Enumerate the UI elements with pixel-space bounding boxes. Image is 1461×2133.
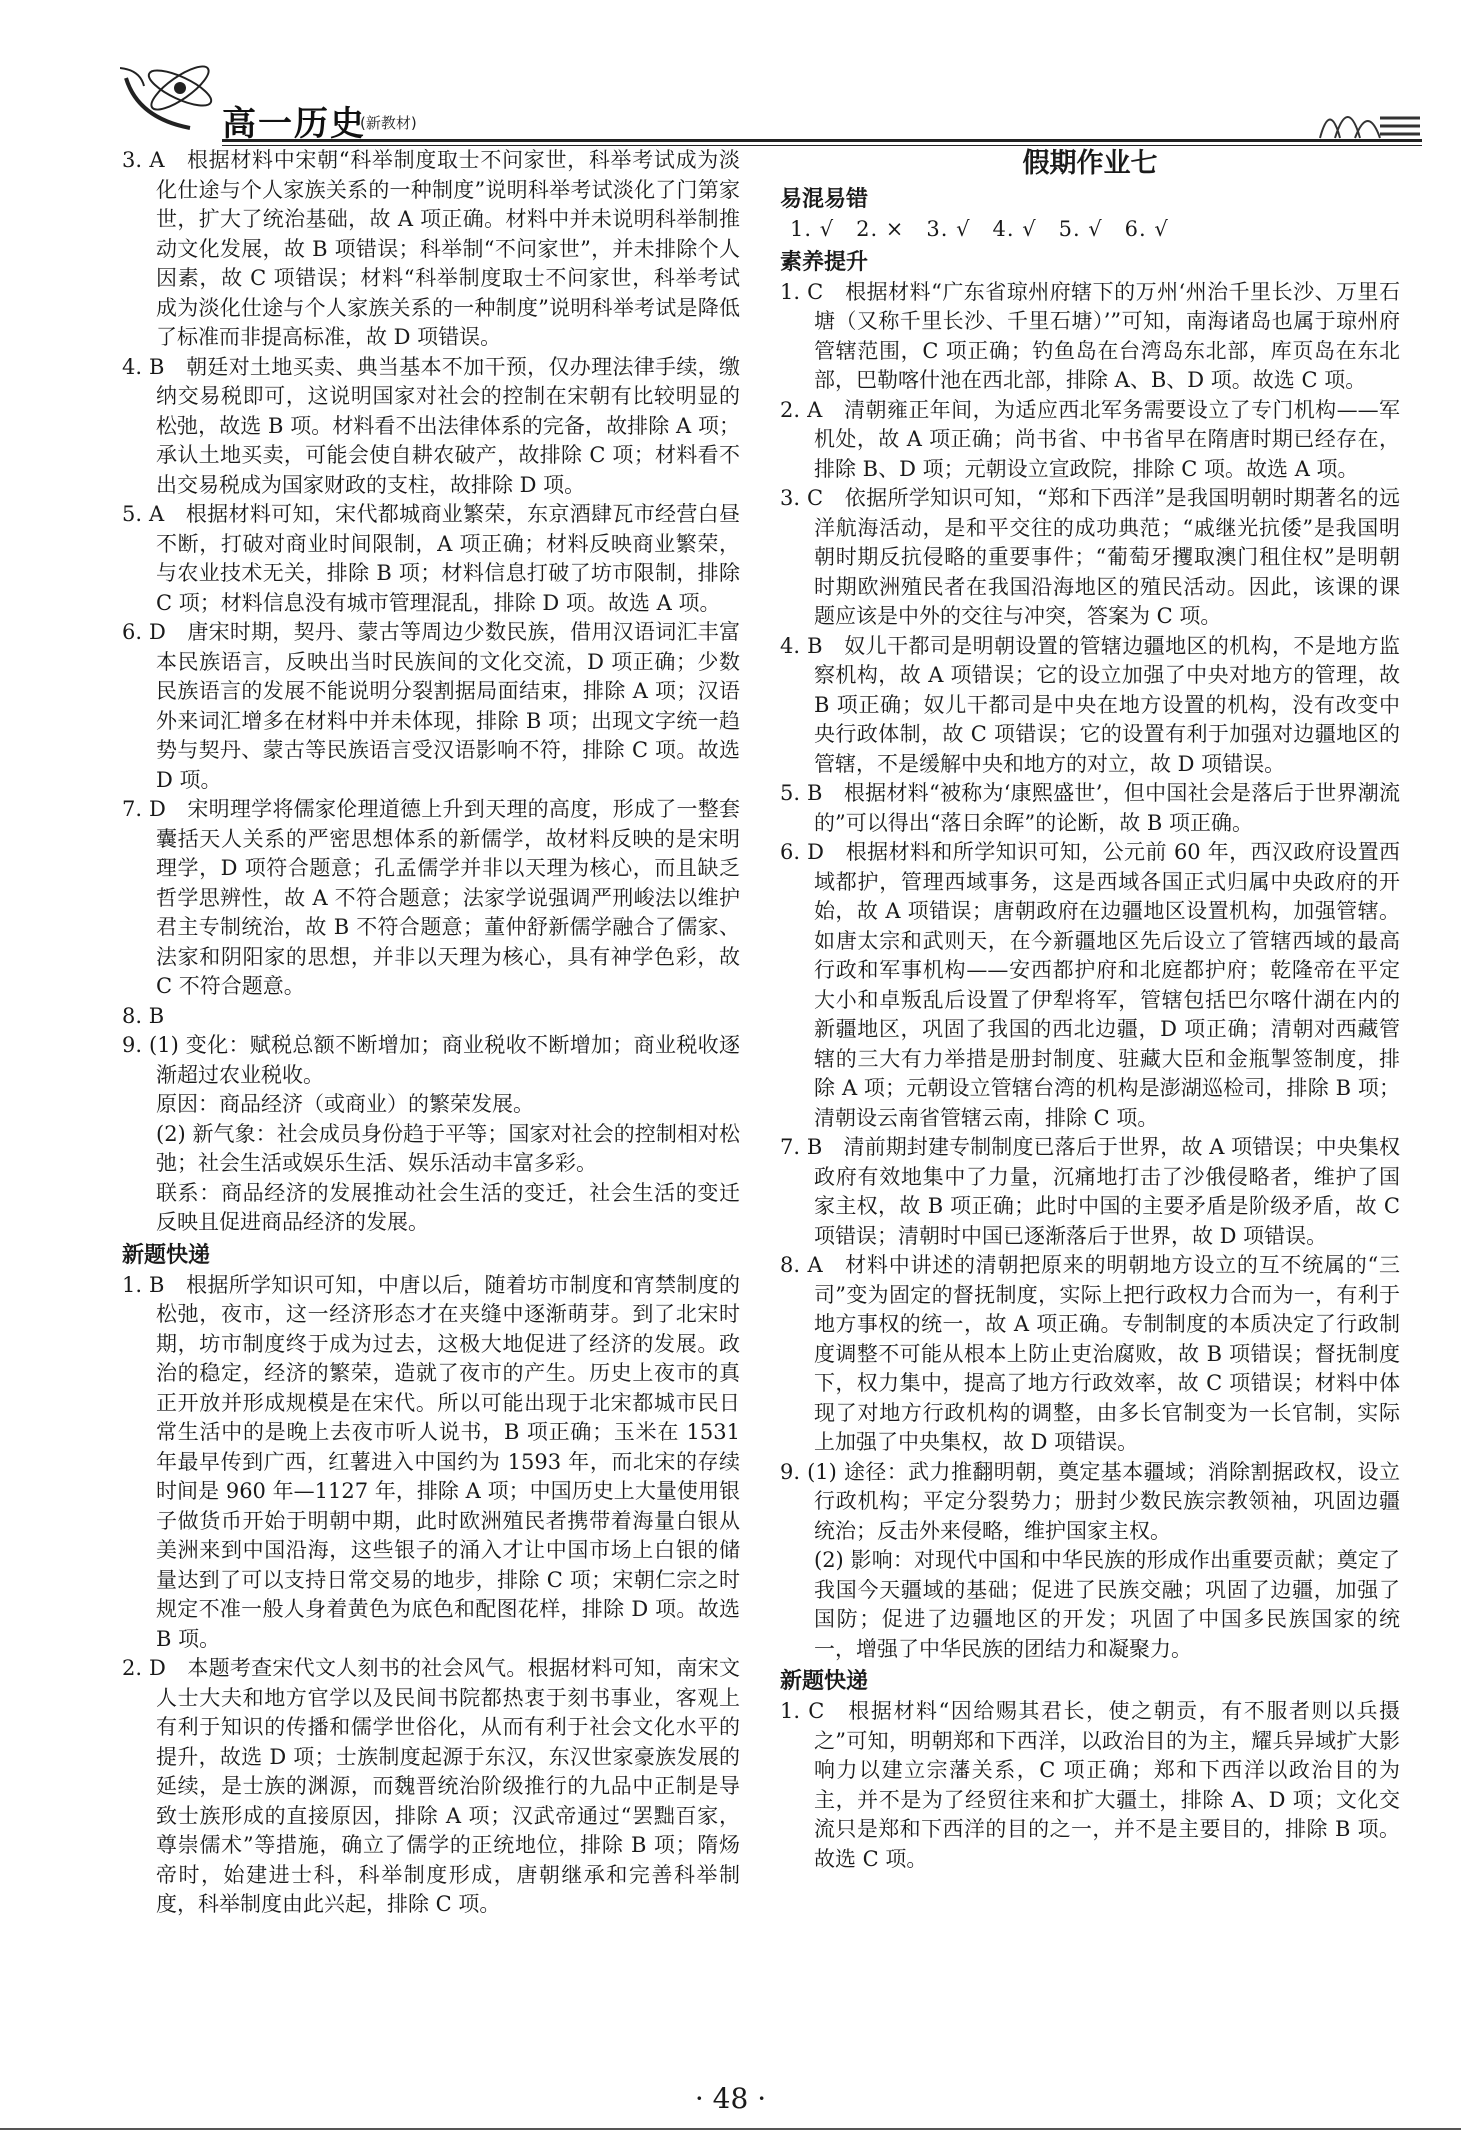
answer-q9-line: (2) 影响：对现代中国和中华民族的形成作出重要贡献；奠定了我国今天疆域的基础；促进了民族交融；巩固了边疆，加强了国防；促进了边疆地区的开发；巩固了中国多民族国家的统一，增强了中华民族的团结力和凝聚力。 <box>814 1548 1400 1661</box>
answer-q9-line: 联系：商品经济的发展推动社会生活的变迁，社会生活的变迁反映且促进商品经济的发展。 <box>156 1180 740 1234</box>
easy-answers: 1. √ 2. × 3. √ 4. √ 5. √ 6. √ <box>790 217 1169 241</box>
header-rule <box>222 139 1422 142</box>
answer-item: 4. B 朝廷对土地买卖、典当基本不加干预，仅办理法律手续，缴纳交易税即可，这说明国家对社会的控制在宋朝有比较明显的松弛，故选 B 项。材料看不出法律体系的完备，故排除 A 项；承认土地买卖，可能会使自耕农破产，故排除 C 项；材料看不出交易税成为国家财政的支柱，故排除 D 项。 <box>122 354 740 497</box>
book-title: 高一历史 <box>222 104 366 144</box>
answer-item: 6. D 根据材料和所学知识可知，公元前 60 年，西汉政府设置西域都护，管理西域事务，这是西域各国正式归属中央政府的开始，故 A 项错误；唐朝政府在边疆地区设置机构，加强管辖。如唐太宗和武则天，在今新疆地区先后设立了管辖西域的最高行政和军事机构——安西都护府和北庭都护府；乾隆帝在平定大小和卓叛乱后设置了伊犁将军，管辖包括巴尔喀什湖在内的新疆地区，巩固了我国的西北边疆，D 项正确；清朝对西藏管辖的三大有力举措是册封制度、驻藏大臣和金瓶掣签制度，排除 A 项；元朝设立管辖台湾的机构是澎湖巡检司，排除 B 项；清朝设云南省管辖云南，排除 C 项。 <box>780 840 1400 1130</box>
homework-title: 假期作业七 <box>1022 148 1158 179</box>
answer-item: 1. C 根据材料“广东省琼州府辖下的万州‘州治千里长沙、万里石塘（又称千里长沙、千里石塘）’”可知，南海诸岛也属于琼州府管辖范围，C 项正确；钓鱼岛在台湾岛东北部，库页岛在东北部，巴勒喀什池在西北部，排除 A、B、D 项。故选 C 项。 <box>780 279 1400 392</box>
answer-item: 7. D 宋明理学将儒家伦理道德上升到天理的高度，形成了一整套囊括天人关系的严密思想体系的新儒学，故材料反映的是宋明理学，D 项符合题意；孔孟儒学并非以天理为核心，而且缺乏哲学思辨性，故 A 不符合题意；法家学说强调严刑峻法以维护君主专制统治，故 B 不符合题意；董仲舒新儒学融合了儒家、法家和阴阳家的思想，并非以天理为核心，具有神学色彩，故 C 不符合题意。 <box>122 797 740 998</box>
answer-item: 2. A 清朝雍正年间，为适应西北军务需要设立了专门机构——军机处，故 A 项正确；尚书省、中书省早在隋唐时期已经存在，排除 B、D 项；元朝设立宣政院，排除 C 项。故选 A 项。 <box>780 397 1400 481</box>
answer-item: 7. B 清前期封建专制制度已落后于世界，故 A 项错误；中央集权政府有效地集中了力量，沉痛地打击了沙俄侵略者，维护了国家主权，故 B 项正确；此时中国的主要矛盾是阶级矛盾，故 C 项错误；清朝时中国已逐渐落后于世界，故 D 项错误。 <box>780 1135 1400 1248</box>
answer-q9-line: 原因：商品经济（或商业）的繁荣发展。 <box>156 1092 534 1116</box>
answer-q9-line: 9. (1) 变化：赋税总额不断增加；商业税收不断增加；商业税收逐渐超过农业税收。 <box>122 1033 740 1087</box>
flower-decoration-icon <box>1310 96 1420 141</box>
answer-q9-line: (2) 新气象：社会成员身份趋于平等；国家对社会的控制相对松弛；社会生活或娱乐生活、娱乐活动丰富多彩。 <box>156 1121 740 1175</box>
answer-item: 6. D 唐宋时期，契丹、蒙古等周边少数民族，借用汉语词汇丰富本民族语言，反映出当时民族间的文化交流，D 项正确；少数民族语言的发展不能说明分裂割据局面结束，排除 A 项；汉语外来词汇增多在材料中并未体现，排除 B 项；出现文字统一趋势与契丹、蒙古等民族语言受汉语影响不符，排除 C 项。故选 D 项。 <box>122 620 740 792</box>
answer-item: 5. B 根据材料“被称为‘康熙盛世’，但中国社会是落后于世界潮流的”可以得出“落日余晖”的论断，故 B 项正确。 <box>780 781 1400 835</box>
answer-item: 1. B 根据所学知识可知，中唐以后，随着坊市制度和宵禁制度的松弛，夜市，这一经济形态才在夹缝中逐渐萌芽。到了北宋时期，坊市制度终于成为过去，这极大地促进了经济的发展。政治的稳定，经济的繁荣，造就了夜市的产生。历史上夜市的真正开放并形成规模是在宋代。所以可能出现于北宋都城市民日常生活中的是晚上去夜市听人说书，B 项正确；玉米在 1531 年最早传到广西，红薯进入中国约为 1593 年，而北宋的存续时间是 960 年—1127 年，排除 A 项；中国历史上大量使用银子做货币开始于明朝中期，此时欧洲殖民者携带着海量白银从美洲来到中国沿海，这些银子的涌入才让中国市场上白银的储量达到了可以支持日常交易的地步，排除 C 项；宋朝仁宗之时规定不准一般人身着黄色为底色和配图花样，排除 D 项。故选 B 项。 <box>122 1272 740 1651</box>
answer-item: 4. B 奴儿干都司是明朝设置的管辖边疆地区的机构，不是地方监察机构，故 A 项错误；它的设立加强了中央对地方的管理，故 B 项正确；奴儿干都司是中央在地方设置的机构，没有改变中央行政体制，故 C 项错误；它的设置有利于加强对边疆地区的管辖，不是缓解中央和地方的对立，故 D 项错误。 <box>780 633 1400 776</box>
right-column <box>780 146 1400 1874</box>
answer-item: 8. B <box>122 1003 165 1028</box>
page-number: · 48 · <box>694 2082 767 2115</box>
page-header <box>120 58 1420 144</box>
answer-q9-line: 9. (1) 途径：武力推翻明朝，奠定基本疆域；消除割据政权，设立行政机构；平定分裂势力；册封少数民族宗教领袖，巩固边疆统治；反击外来侵略，维护国家主权。 <box>780 1459 1400 1543</box>
answer-item: 8. A 材料中讲述的清朝把原来的明朝地方设立的互不统属的“三司”变为固定的督抚制度，实际上把行政权力合而为一，有利于地方事权的统一，故 A 项正确。专制制度的本质决定了行政制度调整不可能从根本上防止吏治腐败，故 B 项错误；督抚制度下，权力集中，提高了地方行政效率，故 C 项错误；材料中体现了对地方行政机构的调整，由多长官制变为一长官制，实际上加强了中央集权，故 D 项错误。 <box>780 1253 1400 1454</box>
bottom-rule <box>0 2128 1461 2130</box>
answer-item: 3. C 依据所学知识可知，“郑和下西洋”是我国明朝时期著名的远洋航海活动，是和平交往的成功典范；“戚继光抗倭”是我国明朝时期反抗侵略的重要事件；“葡萄牙攫取澳门租住权”是明朝时期欧洲殖民者在我国沿海地区的殖民活动。因此，该课的课题应该是中外的交往与冲突，答案为 C 项。 <box>780 486 1400 628</box>
answer-item: 2. D 本题考查宋代文人刻书的社会风气。根据材料可知，南宋文人士大夫和地方官学以及民间书院都热衷于刻书事业，客观上有利于知识的传播和儒学世俗化，从而有利于社会文化水平的提升，故选 D 项；士族制度起源于东汉，东汉世家豪族发展的延续，是士族的渊源，而魏晋统治阶级推行的九品中正制是导致士族形成的直接原因，排除 A 项；汉武帝通过“罢黜百家，尊崇儒术”等措施，确立了儒学的正统地位，排除 B 项；隋炀帝时，始建进士科，科举制度形成，唐朝继承和完善科举制度，科举制度由此兴起，排除 C 项。 <box>122 1656 740 1916</box>
left-column <box>122 146 740 1920</box>
section-heading-new: 新题快递 <box>122 1242 211 1268</box>
book-subtitle: (新教材) <box>360 114 417 132</box>
answer-item: 5. A 根据材料可知，宋代都城商业繁荣，东京酒肆瓦市经营白昼不断，打破对商业时间限制，A 项正确；材料反映商业繁荣，与农业技术无关，排除 B 项；材料信息打破了坊市限制，排除 C 项；材料信息没有城市管理混乱，排除 D 项。故选 A 项。 <box>122 502 740 615</box>
answer-item: 1. C 根据材料“因给赐其君长，使之朝贡，有不服者则以兵摄之”可知，明朝郑和下西洋，以政治目的为主，耀兵异域扩大影响力以建立宗藩关系，C 项正确；郑和下西洋以政治目的为主，并不是为了经贸往来和扩大疆土，排除 A、D 项；文化交流只是郑和下西洋的目的之一，并不是主要目的，排除 B 项。故选 C 项。 <box>780 1699 1400 1871</box>
section-heading-easy: 易混易错 <box>780 187 869 212</box>
section-heading-quality: 素养提升 <box>780 249 869 275</box>
section-heading-new: 新题快递 <box>780 1669 869 1694</box>
answer-item: 3. A 根据材料中宋朝“科举制度取士不问家世，科举考试成为淡化仕途与个人家族关系的一种制度”说明科举考试淡化了门第家世，扩大了统治基础，故 A 项正确。材料中并未说明科举制推动文化发展，故 B 项错误；科举制“不问家世”，并未排除个人因素，故 C 项错误；材料“科举制度取士不问家世，科举考试成为淡化仕途与个人家族关系的一种制度”说明科举考试是降低了标准而非提高标准，故 D 项错误。 <box>122 148 740 349</box>
